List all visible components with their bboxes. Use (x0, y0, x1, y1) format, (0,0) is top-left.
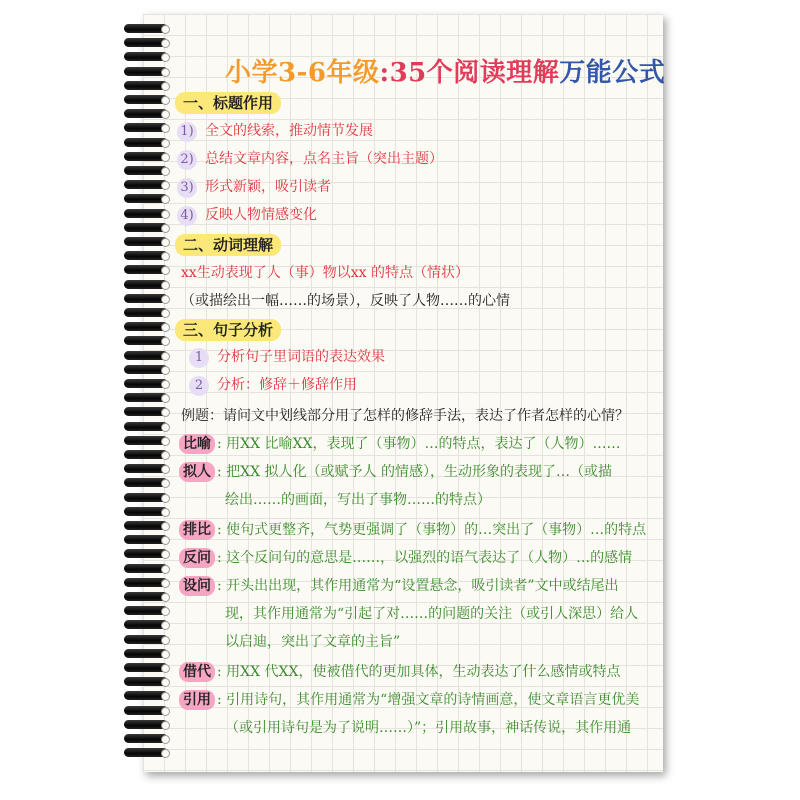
spiral-coil (124, 564, 168, 573)
rhetoric-tag: 比喻 (179, 434, 215, 454)
spiral-coil (124, 166, 168, 175)
rhetoric-text: 开头出出现，其作用通常为“设置悬念，吸引读者”文中或结尾出 (226, 578, 619, 594)
section-heading-sentence: 三、句子分析 (175, 319, 281, 341)
spiral-coil (124, 606, 168, 615)
rhetoric-text-continued: 现，其作用通常为“引起了对……的问题的关注（或引人深思）给人 (225, 606, 639, 622)
spiral-coil (124, 649, 168, 658)
list-item (177, 205, 317, 226)
rhetoric-row-parallelism: 排比 : 使句式更整齐，气势更强调了（事物）的…突出了（事物）…的特点 (179, 520, 646, 540)
spiral-coil (124, 706, 168, 715)
spiral-coil (124, 52, 168, 61)
spiral-coil (124, 493, 168, 502)
spiral-coil (124, 152, 168, 161)
section-heading-verb: 二、动词理解 (175, 234, 281, 256)
title-part-formula: 万能公式 (559, 58, 666, 88)
spiral-coil (124, 24, 168, 33)
spiral-coil (124, 95, 168, 104)
verb-formula-line-2: （或描绘出一幅……的场景），反映了人物……的心情 (181, 293, 510, 309)
spiral-coil (124, 67, 168, 76)
spiral-coil (124, 691, 168, 700)
spiral-coil (124, 549, 168, 558)
page-title (225, 52, 665, 89)
spiral-coil (124, 734, 168, 743)
item-text: 全文的线索，推动情节发展 (205, 123, 373, 139)
item-text: 反映人物情感变化 (205, 207, 317, 223)
rhetoric-row-quotation: 引用 : 引用诗句，其作用通常为“增强文章的诗情画意，使文章语言更优美 (179, 690, 639, 710)
rhetoric-row-hypophora: 设问 : 开头出出现，其作用通常为“设置悬念，吸引读者”文中或结尾出 (179, 576, 619, 596)
page-content (143, 14, 666, 772)
list-item (177, 177, 331, 198)
rhetoric-text: 使句式更整齐，气势更强调了（事物）的…突出了（事物）…的特点 (226, 522, 647, 538)
spiral-coil (124, 720, 168, 729)
list-item (189, 347, 385, 368)
spiral-coil (124, 379, 168, 388)
spiral-coil (124, 663, 168, 672)
item-number: 2) (177, 150, 197, 170)
item-number: 2 (189, 376, 209, 396)
rhetoric-tag: 排比 (179, 520, 215, 540)
spiral-coil (124, 620, 168, 629)
item-text: 分析句子里词语的表达效果 (217, 349, 385, 365)
verb-formula-line-1: xx生动表现了人（事）物以xx 的特点（情状） (181, 265, 470, 281)
spiral-coil (124, 38, 168, 47)
rhetoric-text: 把XX 拟人化（或赋予人 的情感），生动形象的表现了…（或描 (226, 464, 613, 480)
spiral-coil (124, 223, 168, 232)
rhetoric-text: 用XX 比喻XX，表现了（事物）…的特点，表达了（人物）…… (226, 436, 621, 452)
spiral-coil (124, 180, 168, 189)
spiral-coil (124, 677, 168, 686)
rhetoric-row-rhetorical-question: 反问 : 这个反问句的意思是……，以强烈的语气表达了（人物）…的感情 (179, 548, 632, 568)
title-colon: : (379, 58, 390, 88)
spiral-coil (124, 521, 168, 530)
item-number: 4) (177, 206, 197, 226)
spiral-coil (124, 138, 168, 147)
spiral-coil (124, 535, 168, 544)
spiral-coil (124, 592, 168, 601)
list-item (189, 375, 357, 396)
item-number: 3) (177, 178, 197, 198)
list-item (177, 149, 443, 170)
spiral-coil (124, 478, 168, 487)
rhetoric-tag: 借代 (179, 662, 215, 682)
rhetoric-row-metonymy: 借代 : 用XX 代XX，使被借代的更加具体，生动表达了什么感情或特点 (179, 662, 621, 682)
spiral-binding (124, 24, 176, 764)
rhetoric-tag: 拟人 (179, 462, 215, 482)
item-text: 形式新颖，吸引读者 (205, 179, 331, 195)
spiral-coil (124, 365, 168, 374)
item-text: 分析：修辞＋修辞作用 (217, 377, 357, 393)
spiral-coil (124, 265, 168, 274)
rhetoric-tag: 设问 (179, 576, 215, 596)
spiral-coil (124, 109, 168, 118)
spiral-coil (124, 635, 168, 644)
spiral-coil (124, 422, 168, 431)
rhetoric-text: 引用诗句，其作用通常为“增强文章的诗情画意，使文章语言更优美 (226, 692, 640, 708)
item-number: 1) (177, 122, 197, 142)
rhetoric-row-metaphor: 比喻 : 用XX 比喻XX，表现了（事物）…的特点，表达了（人物）…… (179, 434, 621, 454)
rhetoric-tag: 反问 (179, 548, 215, 568)
item-text: 总结文章内容，点名主旨（突出主题） (205, 151, 443, 167)
spiral-coil (124, 748, 168, 757)
title-part-grade: 小学3-6年级 (225, 58, 380, 88)
spiral-coil (124, 251, 168, 260)
spiral-coil (124, 436, 168, 445)
spiral-coil (124, 280, 168, 289)
rhetoric-text-continued: 绘出……的画面，写出了事物……的特点） (225, 492, 491, 508)
spiral-coil (124, 81, 168, 90)
rhetoric-text: 用XX 代XX，使被借代的更加具体，生动表达了什么感情或特点 (226, 664, 621, 680)
spiral-coil (124, 336, 168, 345)
spiral-coil (124, 194, 168, 203)
list-item (177, 121, 373, 142)
spiral-coil (124, 464, 168, 473)
spiral-coil (124, 351, 168, 360)
notebook-page (143, 14, 666, 772)
rhetoric-text-continued: （或引用诗句是为了说明……）”；引用故事，神话传说，其作用通 (225, 720, 632, 736)
rhetoric-text-continued: 以启迪，突出了文章的主旨” (225, 634, 401, 650)
spiral-coil (124, 123, 168, 132)
rhetoric-row-personification: 拟人 : 把XX 拟人化（或赋予人 的情感），生动形象的表现了…（或描 (179, 462, 612, 482)
spiral-coil (124, 578, 168, 587)
spiral-coil (124, 294, 168, 303)
spiral-coil (124, 507, 168, 516)
rhetoric-text: 这个反问句的意思是……，以强烈的语气表达了（人物）…的感情 (226, 550, 633, 566)
spiral-coil (124, 308, 168, 317)
section-heading-title-function: 一、标题作用 (175, 92, 281, 114)
example-question: 例题：请问文中划线部分用了怎样的修辞手法，表达了作者怎样的心情？ (181, 408, 629, 424)
spiral-coil (124, 209, 168, 218)
spiral-coil (124, 322, 168, 331)
spiral-coil (124, 407, 168, 416)
spiral-coil (124, 393, 168, 402)
rhetoric-tag: 引用 (179, 690, 215, 710)
spiral-coil (124, 450, 168, 459)
spiral-coil (124, 237, 168, 246)
item-number: 1 (189, 348, 209, 368)
title-part-count: 35个阅读理解 (389, 58, 560, 88)
